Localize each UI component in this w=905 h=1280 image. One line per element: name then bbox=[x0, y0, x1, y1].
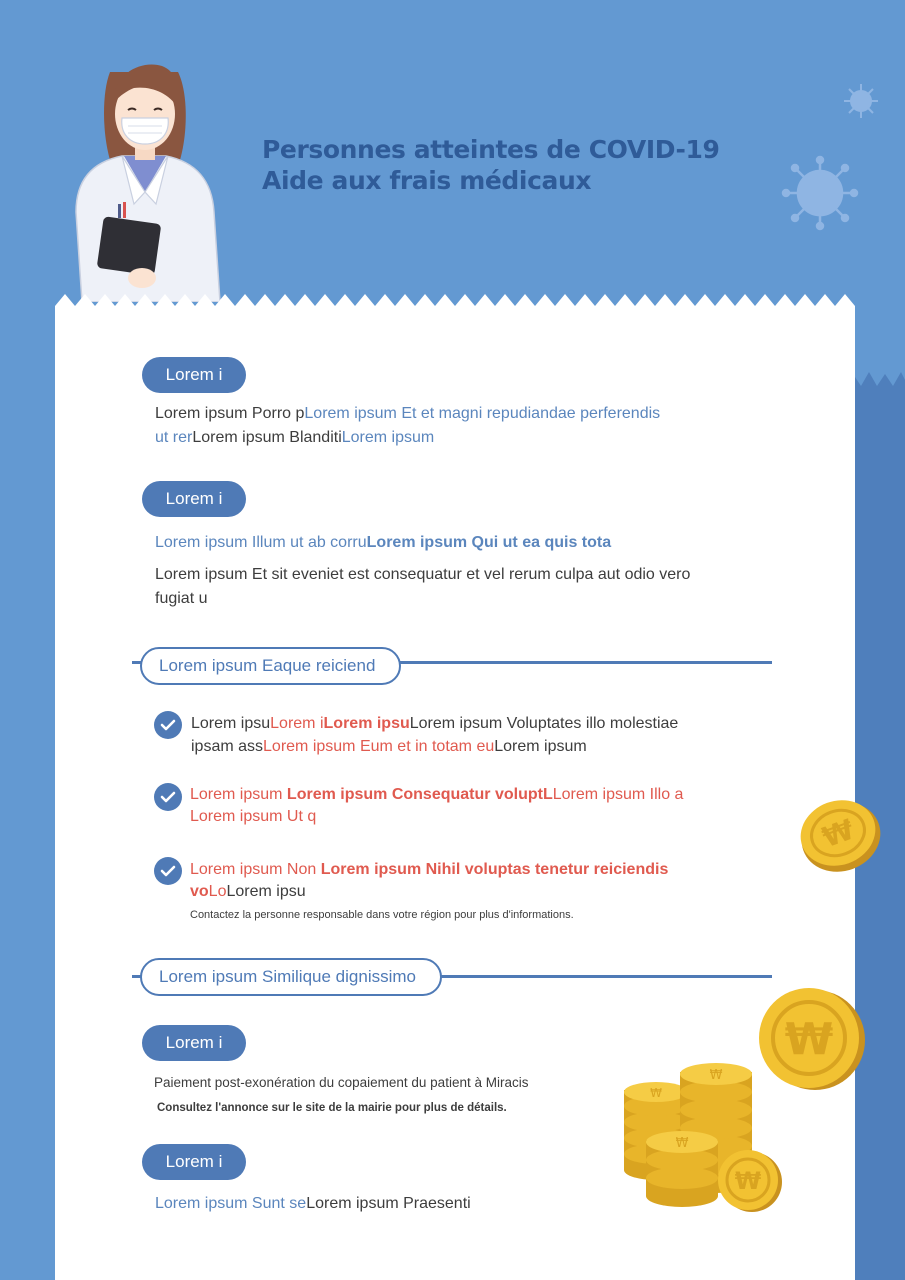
block-3-label: Lorem i bbox=[142, 1025, 246, 1061]
list-item: Lorem ipsum Lorem ipsum Consequatur voluptLLorem ipsum Illo a Lorem ipsum Ut q bbox=[190, 786, 684, 825]
block-2-text: Lorem ipsum Et sit eveniet est consequatur et vel rerum culpa aut odio vero fugiat u bbox=[155, 566, 691, 607]
svg-text:₩: ₩ bbox=[675, 1136, 689, 1151]
doctor-illustration bbox=[62, 52, 232, 302]
title-line-1: Personnes atteintes de COVID-19 bbox=[262, 135, 720, 164]
svg-text:₩: ₩ bbox=[709, 1068, 723, 1083]
block-1-text: Lorem ipsum Porro pLorem ipsum Et et magni repudiandae perferendis ut rerLorem ipsum BlanditiLorem ipsum bbox=[155, 405, 661, 446]
check-icon bbox=[154, 711, 182, 739]
svg-text:₩: ₩ bbox=[784, 1014, 834, 1065]
block-2-label: Lorem i bbox=[142, 481, 246, 517]
virus-icon bbox=[780, 155, 860, 231]
list-item: Lorem ipsuLorem iLorem ipsuLorem ipsum Voluptates illo molestiae ipsam assLorem ipsum Eum et in totam euLorem ipsum bbox=[191, 715, 679, 755]
copay-text: Paiement post-exonération du copaiement du patient à Miracis bbox=[154, 1075, 529, 1090]
virus-icon bbox=[842, 82, 880, 120]
block-4-label: Lorem i bbox=[142, 1144, 246, 1180]
page-title bbox=[262, 134, 720, 196]
block-1-label: Lorem i bbox=[142, 357, 246, 393]
contact-note: Contactez la personne responsable dans votre région pour plus d'informations. bbox=[190, 909, 574, 921]
mairie-link-text: Consultez l'annonce sur le site de la mairie pour plus de détails. bbox=[157, 1102, 507, 1114]
section-2-title: Lorem ipsum Similique dignissimo bbox=[140, 958, 442, 996]
title-line-2: Aide aux frais médicaux bbox=[262, 166, 592, 195]
svg-text:₩: ₩ bbox=[734, 1167, 762, 1195]
won-coin-icon bbox=[796, 796, 884, 874]
svg-text:₩: ₩ bbox=[818, 812, 859, 855]
check-icon bbox=[154, 783, 182, 811]
block-4-text: Lorem ipsum Sunt seLorem ipsum Praesenti bbox=[155, 1195, 471, 1212]
block-2-heading: Lorem ipsum Illum ut ab corruLorem ipsum Qui ut ea quis tota bbox=[155, 534, 612, 551]
check-icon bbox=[154, 857, 182, 885]
svg-text:₩: ₩ bbox=[650, 1086, 662, 1100]
list-item: Lorem ipsum Non Lorem ipsum Nihil voluptas tenetur reiciendis voLoLorem ipsu bbox=[190, 861, 669, 900]
coin-stack-illustration bbox=[618, 1058, 788, 1218]
section-1-title: Lorem ipsum Eaque reiciend bbox=[140, 647, 401, 685]
